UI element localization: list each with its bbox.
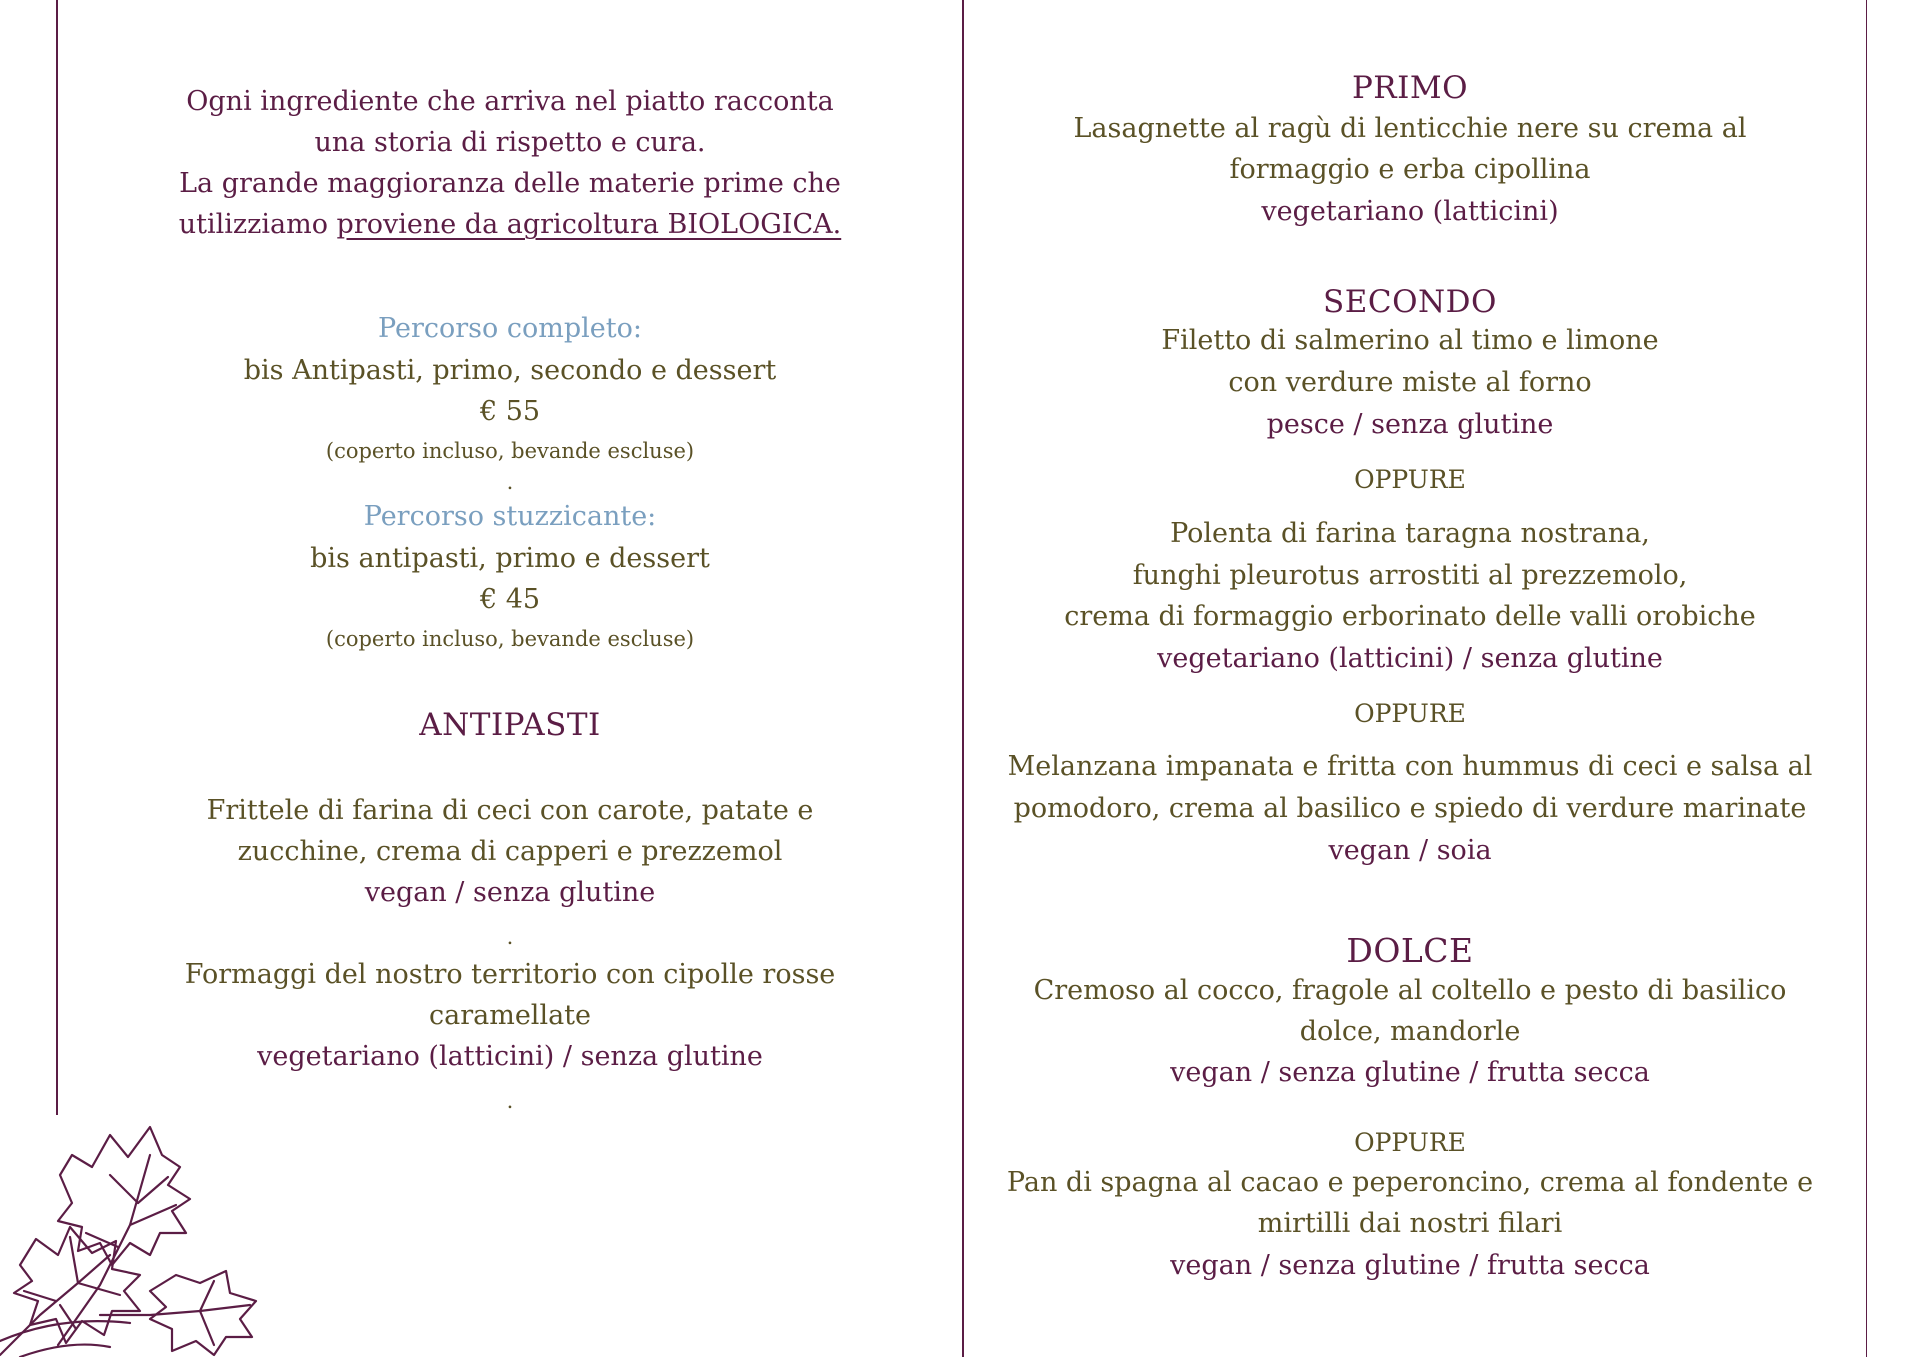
separator-dot: . [506, 470, 514, 494]
intro-line-4-text: utilizziamo [178, 209, 337, 240]
dolce-dish-2-line-1: Pan di spagna al cacao e peperoncino, crema al fondente e [1006, 1167, 1814, 1198]
right-column [1000, 0, 1820, 1357]
secondo-dish-1-line-1: Filetto di salmerino al timo e limone [1161, 325, 1659, 356]
oppure-label: OPPURE [1354, 465, 1466, 494]
separator-dot: . [506, 925, 514, 949]
oppure-label: OPPURE [1354, 1128, 1466, 1157]
dolce-dish-1-line-1: Cremoso al cocco, fragole al coltello e pesto di basilico [1033, 975, 1787, 1006]
percorso-completo-courses: bis Antipasti, primo, secondo e dessert [243, 355, 777, 386]
right-margin-rule [1866, 0, 1867, 1357]
secondo-dish-1-tags: pesce / senza glutine [1266, 409, 1554, 440]
antipasti-dish-1-line-1: Frittele di farina di ceci con carote, patate e [206, 795, 814, 826]
intro-line-2: una storia di rispetto e cura. [314, 127, 706, 158]
center-fold-rule [962, 0, 964, 1357]
percorso-stuzzicante-courses: bis antipasti, primo e dessert [310, 543, 710, 574]
antipasti-dish-2-tags: vegetariano (latticini) / senza glutine [257, 1041, 763, 1072]
antipasti-heading: ANTIPASTI [419, 707, 601, 743]
left-column [160, 0, 860, 1357]
percorso-stuzzicante-title: Percorso stuzzicante: [363, 501, 657, 532]
leaf-icon [0, 1115, 260, 1357]
primo-line-1: Lasagnette al ragù di lenticchie nere su crema al [1073, 113, 1747, 144]
percorso-completo-price: € 55 [479, 396, 541, 427]
left-margin-rule [56, 0, 58, 1115]
secondo-dish-2-line-3: crema di formaggio erborinato delle valli orobiche [1064, 601, 1756, 632]
secondo-heading: SECONDO [1323, 284, 1497, 320]
percorso-completo-title: Percorso completo: [378, 313, 642, 344]
antipasti-dish-1-tags: vegan / senza glutine [364, 877, 656, 908]
dolce-dish-2-tags: vegan / senza glutine / frutta secca [1170, 1250, 1650, 1281]
separator-dot: . [506, 1089, 514, 1113]
antipasti-dish-1-line-2: zucchine, crema di capperi e prezzemol [237, 836, 783, 867]
primo-line-2: formaggio e erba cipollina [1229, 154, 1591, 185]
organic-highlight: proviene da agricoltura BIOLOGICA. [336, 209, 842, 240]
intro-line-1: Ogni ingrediente che arriva nel piatto racconta [186, 86, 834, 117]
secondo-dish-2-tags: vegetariano (latticini) / senza glutine [1157, 643, 1663, 674]
percorso-stuzzicante-note: (coperto incluso, bevande escluse) [325, 627, 695, 651]
intro-line-3: La grande maggioranza delle materie prime che [179, 168, 841, 199]
secondo-dish-1-line-2: con verdure miste al forno [1228, 367, 1592, 398]
dolce-dish-1-line-2: dolce, mandorle [1299, 1016, 1521, 1047]
antipasti-dish-2-line-1: Formaggi del nostro territorio con cipolle rosse [184, 959, 836, 990]
secondo-dish-3-line-2: pomodoro, crema al basilico e spiedo di verdure marinate [1013, 793, 1807, 824]
dolce-heading: DOLCE [1346, 931, 1474, 970]
secondo-dish-3-tags: vegan / soia [1328, 835, 1492, 866]
primo-tags: vegetariano (latticini) [1261, 196, 1559, 227]
secondo-dish-2-line-2: funghi pleurotus arrostiti al prezzemolo, [1132, 560, 1688, 591]
percorso-stuzzicante-price: € 45 [479, 584, 541, 615]
percorso-completo-note: (coperto incluso, bevande escluse) [325, 439, 695, 463]
secondo-dish-3-line-1: Melanzana impanata e fritta con hummus di ceci e salsa al [1007, 751, 1813, 782]
primo-heading: PRIMO [1351, 70, 1469, 106]
dolce-dish-1-tags: vegan / senza glutine / frutta secca [1170, 1057, 1650, 1088]
antipasti-dish-2-line-2: caramellate [429, 1000, 591, 1031]
secondo-dish-2-line-1: Polenta di farina taragna nostrana, [1170, 518, 1650, 549]
oppure-label: OPPURE [1354, 699, 1466, 728]
intro-line-4 [160, 209, 860, 240]
dolce-dish-2-line-2: mirtilli dai nostri filari [1257, 1208, 1563, 1239]
